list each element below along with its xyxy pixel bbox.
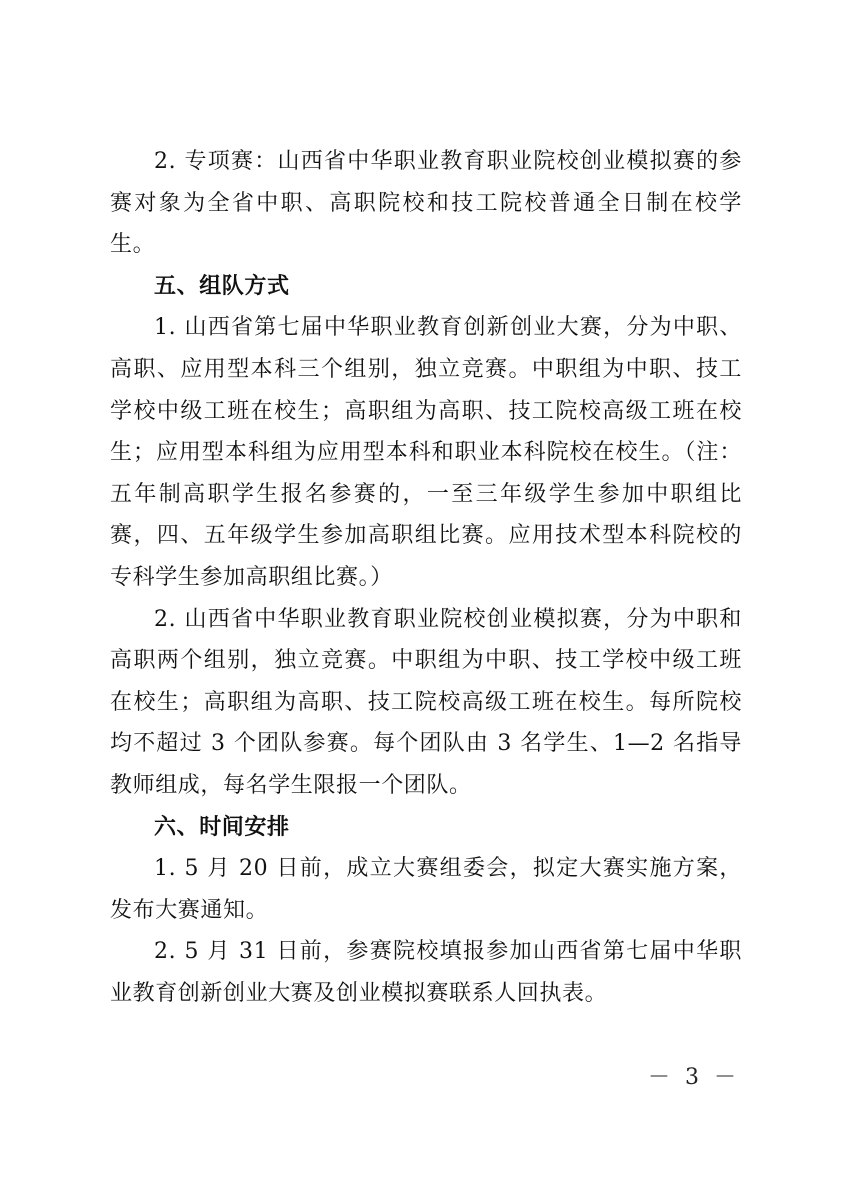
paragraph-schedule-may-31: 2. 5 月 31 日前，参赛院校填报参加山西省第七届中华职业教育创新创业大赛及创业模拟赛联系人回执表。 — [110, 939, 742, 1006]
paragraph-special-competition: 2. 专项赛：山西省中华职业教育职业院校创业模拟赛的参赛对象为全省中职、高职院校和技工院校普通全日制在校学生。 — [110, 149, 742, 258]
paragraph-schedule-may-20: 1. 5 月 20 日前，成立大赛组委会，拟定大赛实施方案，发布大赛通知。 — [110, 856, 742, 923]
section-heading-team-formation: 五、组队方式 — [154, 273, 290, 299]
page-number: － 3 － — [648, 1065, 740, 1090]
paragraph-innovation-contest-groups: 1. 山西省第七届中华职业教育创新创业大赛，分为中职、高职、应用型本科三个组别，独立竞赛。中职组为中职、技工学校中级工班在校生；高职组为高职、技工院校高级工班在校生；应用型本科组为应用型本科和职业本科院校在校生。（注：五年制高职学生报名参赛的，一至三年级学生参加中职组比赛，四、五年级学生参加高职组比赛。应用技术型本科院校的专科学生参加高职组比赛。） — [110, 315, 742, 590]
document-body — [110, 141, 742, 1014]
section-heading-schedule: 六、时间安排 — [154, 814, 290, 840]
paragraph-simulation-contest-groups: 2. 山西省中华职业教育职业院校创业模拟赛，分为中职和高职两个组别，独立竞赛。中职组为中职、技工学校中级工班在校生；高职组为高职、技工院校高级工班在校生。每所院校均不超过 3 个团队参赛。每个团队由 3 名学生、1—2 名指导教师组成，每名学生限报一个团队。 — [110, 606, 742, 798]
